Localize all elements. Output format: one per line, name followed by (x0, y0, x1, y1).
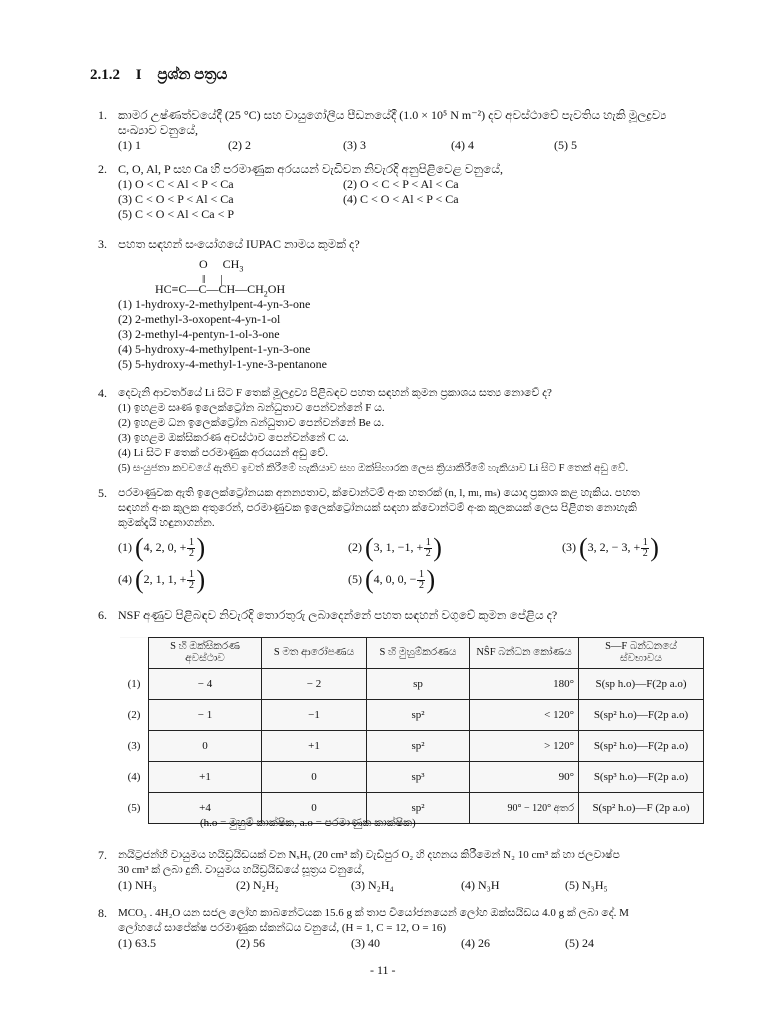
cell-oxidation-state: +4 (149, 793, 262, 824)
quantum-numbers: 2, 1, 1, + (143, 571, 187, 586)
question-8 (100, 906, 710, 951)
question-5 (100, 486, 710, 531)
cell-bond-nature: S(sp³ h.o)—F(2p a.o) (579, 762, 704, 793)
option-4: (4) C < O < Al < P < Ca (343, 192, 459, 206)
question-text-line-3: කුමක්දැයි හඳුනාගන්න. (118, 517, 215, 529)
cell-bond-angle: 90° (470, 762, 579, 793)
row-label: (2) (120, 700, 149, 731)
option-3: (3) 3 (343, 138, 366, 152)
nsf-table (120, 637, 704, 824)
header-bond-nature: S—F බන්ධනයේ ස්වභාවය (579, 638, 704, 669)
option-4: (4) 4 (451, 138, 474, 152)
cell-charge: −1 (262, 700, 367, 731)
option-2: (2) ඉහළම ධන ඉලෙක්ට්‍රෝන බන්ධුතාව පෙන්වන්නේ Be ය. (118, 417, 385, 429)
question-text-line-1: MCO₃ . 4H₂O යන සජල ලෝහ කාබනේටයක 15.6 g ක් තාප වියෝජනයෙන් ලෝහ ඔක්සයිඩය 4.0 g ක් ලබා දේ. M (118, 907, 629, 919)
cell-hybridization: sp² (367, 731, 470, 762)
option-1: (1) 1 (118, 138, 141, 152)
cell-hybridization: sp² (367, 700, 470, 731)
row-label: (3) (120, 731, 149, 762)
table-header-row (120, 638, 704, 669)
question-1 (100, 108, 700, 153)
section-number: 2.1.2 (90, 67, 120, 83)
table-row (120, 762, 704, 793)
option-5: (5) සංයුජතා කවචයේ ඇතිව ඉවත් කිරීමේ හැකියාව සහ ඔක්සිහාරක ලෙස ක්‍රියාකිරීමේ හැකියාව Li සිට F තෙක් අඩු වේ. (118, 463, 629, 474)
cell-bond-angle: 90° − 120° අතර (470, 793, 579, 824)
question-number: 1. (98, 108, 107, 122)
question-6 (100, 608, 700, 623)
question-text: පහත සඳහන් සංයෝගයේ IUPAC නාමය කුමක් ද? (118, 237, 360, 251)
option-3: (3) N₂H₄ (351, 878, 394, 892)
option-2: (2) 56 (236, 936, 265, 950)
quantum-numbers: 4, 2, 0, + (143, 539, 187, 554)
question-number: 7. (98, 848, 107, 862)
question-number: 5. (98, 486, 107, 500)
cell-bond-angle: > 120° (470, 731, 579, 762)
structure-chain-subscript: 2 (263, 289, 268, 299)
cell-oxidation-state: +1 (149, 762, 262, 793)
cell-bond-angle: < 120° (470, 700, 579, 731)
question-text-line-2: ලෝහයේ සාපේක්ෂ පරමාණුක ස්කන්ධය වනුයේ, (H = 1, C = 12, O = 16) (118, 922, 447, 934)
option-2: (2) O < C < P < Al < Ca (343, 177, 459, 191)
table-footnote: (h.o = මුහුම් කාක්ෂික, a.o = පරමාණුක කාක්ෂික) (200, 817, 416, 829)
question-number: 8. (98, 906, 107, 920)
section-roman: I (135, 67, 142, 83)
option-1: (1) ඉහළම සෘණ ඉලෙක්ට්‍රෝන බන්ධුතාව පෙන්වන්නේ F ය. (118, 402, 385, 414)
question-number: 3. (98, 237, 107, 251)
cell-charge: 0 (262, 762, 367, 793)
option-label: (3) (562, 539, 576, 554)
cell-bond-nature: S(sp² h.o)—F(2p a.o) (579, 700, 704, 731)
question-number: 2. (98, 162, 107, 176)
option-4: (4) 5-hydroxy-4-methylpent-1-yn-3-one (118, 342, 311, 356)
option-5: (5) 5 (554, 138, 577, 152)
option-3: (3) 2-methyl-4-pentyn-1-ol-3-one (118, 327, 280, 341)
table-row (120, 700, 704, 731)
cell-bond-nature: S(sp² h.o)—F (2p a.o) (579, 793, 704, 824)
question-text: NSF අණුව පිළිබඳව නිවැරදි තොරතුරු ලබාදෙන්නේ පහත සඳහන් වගුවේ කුමන පේළිය ද? (118, 608, 558, 622)
cell-bond-angle: 180° (470, 669, 579, 700)
section-title: ප්‍රශ්න පත්‍රය (157, 67, 228, 83)
question-number: 6. (98, 608, 107, 622)
option-5: (5) 24 (565, 936, 594, 950)
structure-methyl: CH (222, 257, 240, 271)
option-2: (2) N₂H₂ (236, 878, 279, 892)
header-blank (120, 638, 149, 669)
cell-hybridization: sp² (367, 793, 470, 824)
question-text-line-1: පරමාණුවක ඇති ඉලෙක්ට්‍රෝනයක අනන්‍යතාව, ක්වොන්ටම් අංක හතරක් (n, l, mₗ, mₛ) යොදා ප්‍රකාශ කළ හැකිය. පහත (118, 487, 640, 499)
option-4: (4) N₃H (461, 878, 500, 892)
option-2: (2) 2-methyl-3-oxopent-4-yn-1-ol (118, 312, 281, 326)
option-label: (4) (118, 571, 132, 586)
option-1: (1) 1-hydroxy-2-methylpent-4-yn-3-one (118, 297, 311, 311)
fraction-denominator: 2 (418, 579, 424, 591)
option-3: (3) (3, 2, − 3, + $\frac{1}{2}$ ) (562, 533, 659, 562)
cell-oxidation-state: − 1 (149, 700, 262, 731)
option-5: (5) C < O < Al < Ca < P (118, 207, 235, 221)
question-7 (100, 848, 710, 893)
row-label: (1) (120, 669, 149, 700)
question-3 (100, 237, 700, 252)
cell-bond-nature: S(sp h.o)—F(2p a.o) (579, 669, 704, 700)
question-text-line-2: 30 cm³ ක් ලබා දුනි. වායුමය හයිඩ්‍රයිඩයේ සූත්‍රය වනුයේ, (118, 864, 365, 876)
option-3: (3) 40 (351, 936, 380, 950)
cell-bond-nature: S(sp² h.o)—F(2p a.o) (579, 731, 704, 762)
header-oxidation-state: S හි ඔක්සිකරණ අවස්ථාව (149, 638, 262, 669)
option-1: (1) 63.5 (118, 936, 156, 950)
option-4: (4) (2, 1, 1, + $\frac{1}{2}$ ) (118, 565, 206, 594)
cell-charge: +1 (262, 731, 367, 762)
cell-charge: 0 (262, 793, 367, 824)
fraction-numerator: 1 (425, 536, 431, 548)
cell-hybridization: sp (367, 669, 470, 700)
question-3-options (100, 297, 700, 372)
row-label: (4) (120, 762, 149, 793)
quantum-numbers: 3, 2, − 3, + (587, 539, 641, 554)
question-4 (100, 386, 720, 476)
option-1: (1) (4, 2, 0, + $\frac{1}{2}$ ) (118, 533, 206, 562)
quantum-numbers: 3, 1, −1, + (373, 539, 424, 554)
option-5: (5) 5-hydroxy-4-methyl-1-yne-3-pentanone (118, 357, 327, 371)
question-text-line-1: නයිට්‍රජන්හි වායුමය හයිඩ්‍රයිඩයක් වන NₓHᵧ (20 cm³ ක්) වැඩිපුර O₂ හි දහනය කිරීමෙන් N₂ 10 cm³ ක් හා ජලවාෂ්ප (118, 849, 620, 861)
option-5: (5) (4, 0, 0, − $\frac{1}{2}$ ) (348, 565, 436, 594)
row-label: (5) (120, 793, 149, 824)
structure-hydroxyl: OH (267, 282, 286, 297)
cell-oxidation-state: 0 (149, 731, 262, 762)
option-1: (1) O < C < Al < P < Ca (118, 177, 234, 191)
structure-chain: HC≡C—C—CH—CH (155, 282, 264, 297)
question-text: C, O, Al, P සහ Ca හි පරමාණුක අරයයන් වැඩිවන නිවැරදි අනුපිළිවෙළ වනුයේ, (118, 162, 503, 176)
option-3: (3) ඉහළම ඔක්සිකරණ අවස්ථාව පෙන්වන්නේ C ය. (118, 432, 349, 444)
options-row (118, 138, 700, 153)
question-text-line-2: සඳහන් අංක කුලක අතුරෙන්, පරමාණුවක ඉලෙක්ට්‍රෝනයක් සඳහා ක්වොන්ටම් අංක කුලකයක් ලෙස පිළිගත නොහැකි (118, 502, 637, 514)
option-3: (3) C < O < P < Al < Ca (118, 192, 234, 206)
question-text: කාමර උෂ්ණත්වයේදී (25 °C) සහ වායුගෝලීය පීඩනයේදී (1.0 × 10⁵ N m⁻²) දව අවස්ථාවේ පැවතිය හැකි මූලද්‍රව්‍ය සංඛ්‍යාව වනුයේ, (118, 108, 667, 137)
cell-charge: − 2 (262, 669, 367, 700)
quantum-numbers: 4, 0, 0, − (373, 571, 417, 586)
structure-methyl-subscript: 3 (239, 264, 244, 274)
option-4: (4) 26 (461, 936, 490, 950)
option-1: (1) NH₃ (118, 878, 157, 892)
header-hybridization: S හි මුහුම්කරණය (367, 638, 470, 669)
question-2 (100, 162, 700, 222)
fraction-denominator: 2 (642, 547, 648, 559)
option-2: (2) (3, 1, −1, + $\frac{1}{2}$ ) (348, 533, 442, 562)
header-bond-angle: NŜF බන්ධන කෝණය (470, 638, 579, 669)
fraction-denominator: 2 (188, 579, 194, 591)
fraction-numerator: 1 (188, 568, 194, 580)
option-label: (2) (348, 539, 362, 554)
option-2: (2) 2 (228, 138, 251, 152)
table-row (120, 669, 704, 700)
fraction-numerator: 1 (642, 536, 648, 548)
cell-oxidation-state: − 4 (149, 669, 262, 700)
table-row (120, 731, 704, 762)
question-number: 4. (98, 386, 107, 400)
option-label: (5) (348, 571, 362, 586)
section-heading (90, 66, 239, 84)
chemical-structure: O $CH_3$ ‖ | $HC\equiv C—C—CH—CH_2OH$ (155, 257, 286, 299)
question-text: දෙවැනි ආවර්තයේ Li සිට F තෙක් මූලද්‍රව්‍ය පිළිබඳව පහත සඳහන් කුමන ප්‍රකාශය සත්‍ය නොවේ ද? (118, 387, 552, 399)
fraction-denominator: 2 (188, 547, 194, 559)
option-5: (5) N₃H₅ (565, 878, 608, 892)
structure-oxygen: O (199, 257, 208, 271)
fraction-numerator: 1 (188, 536, 194, 548)
cell-hybridization: sp³ (367, 762, 470, 793)
header-charge: S මත ආරෝපණය (262, 638, 367, 669)
option-4: (4) Li සිට F තෙක් පරමාණුක අරයයන් අඩු වේ. (118, 447, 329, 459)
fraction-numerator: 1 (418, 568, 424, 580)
page-number: - 11 - (370, 963, 396, 977)
fraction-denominator: 2 (425, 547, 431, 559)
option-label: (1) (118, 539, 132, 554)
